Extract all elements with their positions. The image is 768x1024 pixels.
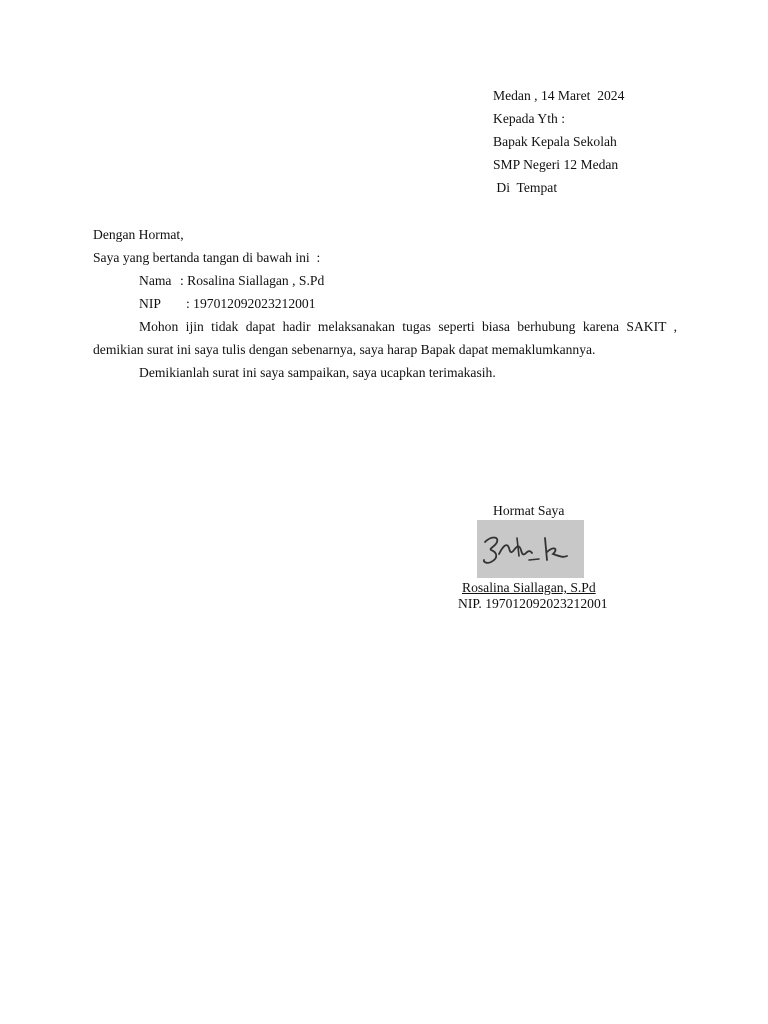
signoff: Hormat Saya xyxy=(493,503,565,518)
body-line-1: Mohon ijin tidak dapat hadir melaksanakan tugas seperti biasa berhubung karena SAKIT , xyxy=(139,319,677,334)
signer-name: Rosalina Siallagan, S.Pd xyxy=(462,580,596,595)
nama-value: : Rosalina Siallagan , S.Pd xyxy=(180,273,325,288)
intro-text: Saya yang bertanda tangan di bawah ini : xyxy=(93,250,321,265)
recipient-to: Kepada Yth : xyxy=(493,111,565,126)
nama-label: Nama xyxy=(139,273,172,288)
closing-text: Demikianlah surat ini saya sampaikan, saya ucapkan terimakasih. xyxy=(139,365,496,380)
signature-image xyxy=(477,520,584,578)
nip-label: NIP xyxy=(139,296,161,311)
recipient-name: Bapak Kepala Sekolah xyxy=(493,134,617,149)
salutation: Dengan Hormat, xyxy=(93,227,184,242)
nip-value: : 197012092023212001 xyxy=(186,296,316,311)
signer-nip: NIP. 197012092023212001 xyxy=(458,596,608,611)
body-line-2: demikian surat ini saya tulis dengan sebenarnya, saya harap Bapak dapat memaklumkannya. xyxy=(93,342,596,357)
recipient-location: Di Tempat xyxy=(493,180,558,195)
recipient-institution: SMP Negeri 12 Medan xyxy=(493,157,619,172)
place-date: Medan , 14 Maret 2024 xyxy=(493,88,625,103)
